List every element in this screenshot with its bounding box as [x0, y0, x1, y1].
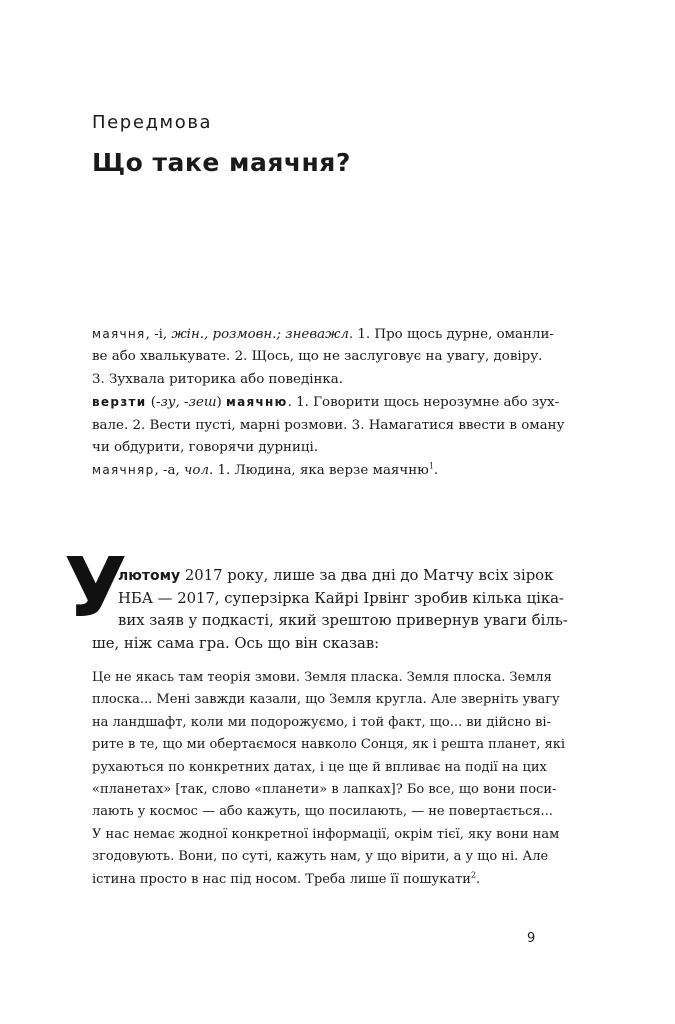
- quote-line: У нас немає жодної конкретної інформації, окрім тієї, яку вони нам: [92, 826, 560, 842]
- footnote-marker: 2: [470, 870, 477, 880]
- quote-line: лають у космос — або кажуть, що посилають, — не повертається...: [92, 804, 553, 820]
- drop-cap: У: [64, 541, 128, 636]
- dictionary-definitions: [92, 323, 582, 483]
- headword: верзти: [92, 395, 147, 410]
- section-label: Передмова: [92, 112, 213, 133]
- definition-line: ве або хвалькувате. 2. Щось, що не заслуговує на увагу, довіру.: [92, 349, 543, 365]
- page-number: 9: [527, 931, 536, 946]
- intro-line: вих заяв у подкасті, який зрештою привернув уваги біль-: [118, 612, 568, 629]
- definition-line: вале. 2. Вести пусті, марні розмови. 3. Намагатися ввести в оману: [92, 417, 565, 433]
- headword: маячня: [92, 327, 146, 341]
- quote-line: згодовують. Вони, по суті, кажуть нам, у що вірити, а у що ні. Але: [92, 849, 549, 865]
- block-quote: [92, 667, 566, 891]
- headword: маячню: [225, 395, 288, 410]
- definition-line: маячня, -і, жін., розмовн.; зневажл. 1. Про щось дурне, оманли-: [92, 327, 554, 342]
- intro-line: ше, ніж сама гра. Ось що він сказав:: [92, 634, 380, 652]
- intro-line: лютому 2017 року, лише за два дні до Матчу всіх зірок: [118, 567, 554, 584]
- lead-word: лютому: [118, 568, 181, 584]
- quote-line: рухаються по конкретних датах, і це ще й впливає на події на цих: [92, 759, 547, 775]
- definition-line: 3. Зухвала риторика або поведінка.: [92, 371, 344, 387]
- headword: маячняр: [92, 463, 155, 478]
- definition-line: маячняр, -а, чол. 1. Людина, яка верзе маячню$^1$.: [92, 461, 439, 479]
- quote-line: на ландшафт, коли ми подорожуємо, і той факт, що... ви дійсно ві-: [92, 714, 551, 730]
- footnote-marker: 1: [428, 461, 434, 471]
- chapter-title: Що таке маячня?: [92, 148, 351, 177]
- quote-line: «планетах» [так, слово «планети» в лапках]? Бо все, що вони поси-: [92, 782, 557, 798]
- quote-line: рите в те, що ми обертаємося навколо Сонця, як і решта планет, які: [92, 737, 566, 753]
- quote-line: істина просто в нас під носом. Треба лише її пошукати$^2$.: [92, 870, 481, 887]
- intro-paragraph: [92, 565, 588, 655]
- quote-line: плоска... Мені завжди казали, що Земля кругла. Але зверніть увагу: [92, 692, 560, 708]
- quote-line: Це не якась там теорія змови. Земля пласка. Земля плоска. Земля: [92, 670, 552, 685]
- definition-line: верзти (-зу, -зеш) маячню. 1. Говорити щось нерозумне або зух-: [92, 395, 560, 411]
- intro-line: НБА — 2017, суперзірка Кайрі Ірвінг зробив кілька ціка-: [118, 589, 564, 607]
- definition-line: чи обдурити, говорячи дурниці.: [92, 440, 319, 456]
